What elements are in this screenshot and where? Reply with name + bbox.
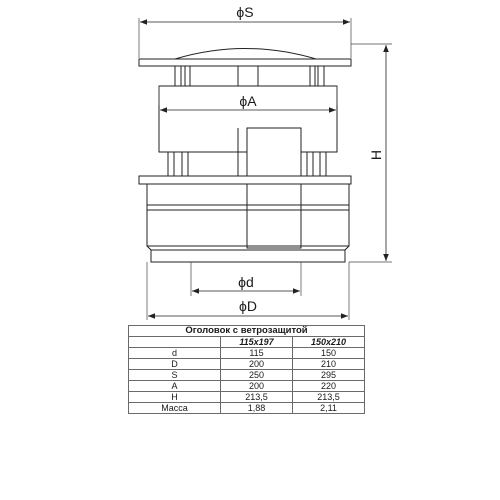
table-title-row	[129, 326, 365, 337]
lower-post-right	[307, 152, 313, 176]
param-value: 250	[221, 370, 293, 381]
cap-dome	[175, 49, 316, 60]
table-row	[129, 348, 365, 359]
cap-plate	[139, 59, 351, 66]
param-value: 1,88	[221, 403, 293, 414]
dim-label-h: H	[368, 149, 384, 161]
upper-post-right	[310, 66, 315, 86]
param-value: 210	[293, 359, 365, 370]
upper-post-right-2	[318, 66, 324, 86]
lower-post-left	[168, 152, 174, 176]
table-header-row	[129, 337, 365, 348]
table-title: Оголовок с ветрозащитой	[129, 326, 365, 337]
param-name: d	[129, 348, 221, 359]
dim-label-a: ϕA	[239, 93, 257, 109]
param-value: 150	[293, 348, 365, 359]
lower-collar	[139, 176, 351, 184]
model-header: 115x197	[221, 337, 293, 348]
dim-label-s: ϕS	[236, 4, 254, 20]
upper-post-left	[175, 66, 181, 86]
param-value: 213,5	[221, 392, 293, 403]
param-name: Масса	[129, 403, 221, 414]
param-value: 295	[293, 370, 365, 381]
spec-table	[128, 325, 365, 414]
model-header: 150x210	[293, 337, 365, 348]
dim-label-d-big: ϕD	[239, 298, 257, 314]
table-row	[129, 381, 365, 392]
dim-label-d-small: ϕd	[238, 274, 254, 290]
table-row	[129, 370, 365, 381]
param-value: 2,11	[293, 403, 365, 414]
table-row	[129, 392, 365, 403]
param-name: A	[129, 381, 221, 392]
param-value: 220	[293, 381, 365, 392]
table-row	[129, 403, 365, 414]
param-name: H	[129, 392, 221, 403]
param-value: 115	[221, 348, 293, 359]
param-value: 200	[221, 359, 293, 370]
lower-post-right-2	[320, 152, 326, 176]
param-value: 213,5	[293, 392, 365, 403]
table-row	[129, 359, 365, 370]
lower-post-left-2	[182, 152, 188, 176]
param-name: D	[129, 359, 221, 370]
param-name: S	[129, 370, 221, 381]
upper-baffle	[238, 66, 258, 86]
inner-pipe	[247, 128, 301, 248]
upper-post-left-2	[185, 66, 190, 86]
table-corner	[129, 337, 221, 348]
param-value: 200	[221, 381, 293, 392]
